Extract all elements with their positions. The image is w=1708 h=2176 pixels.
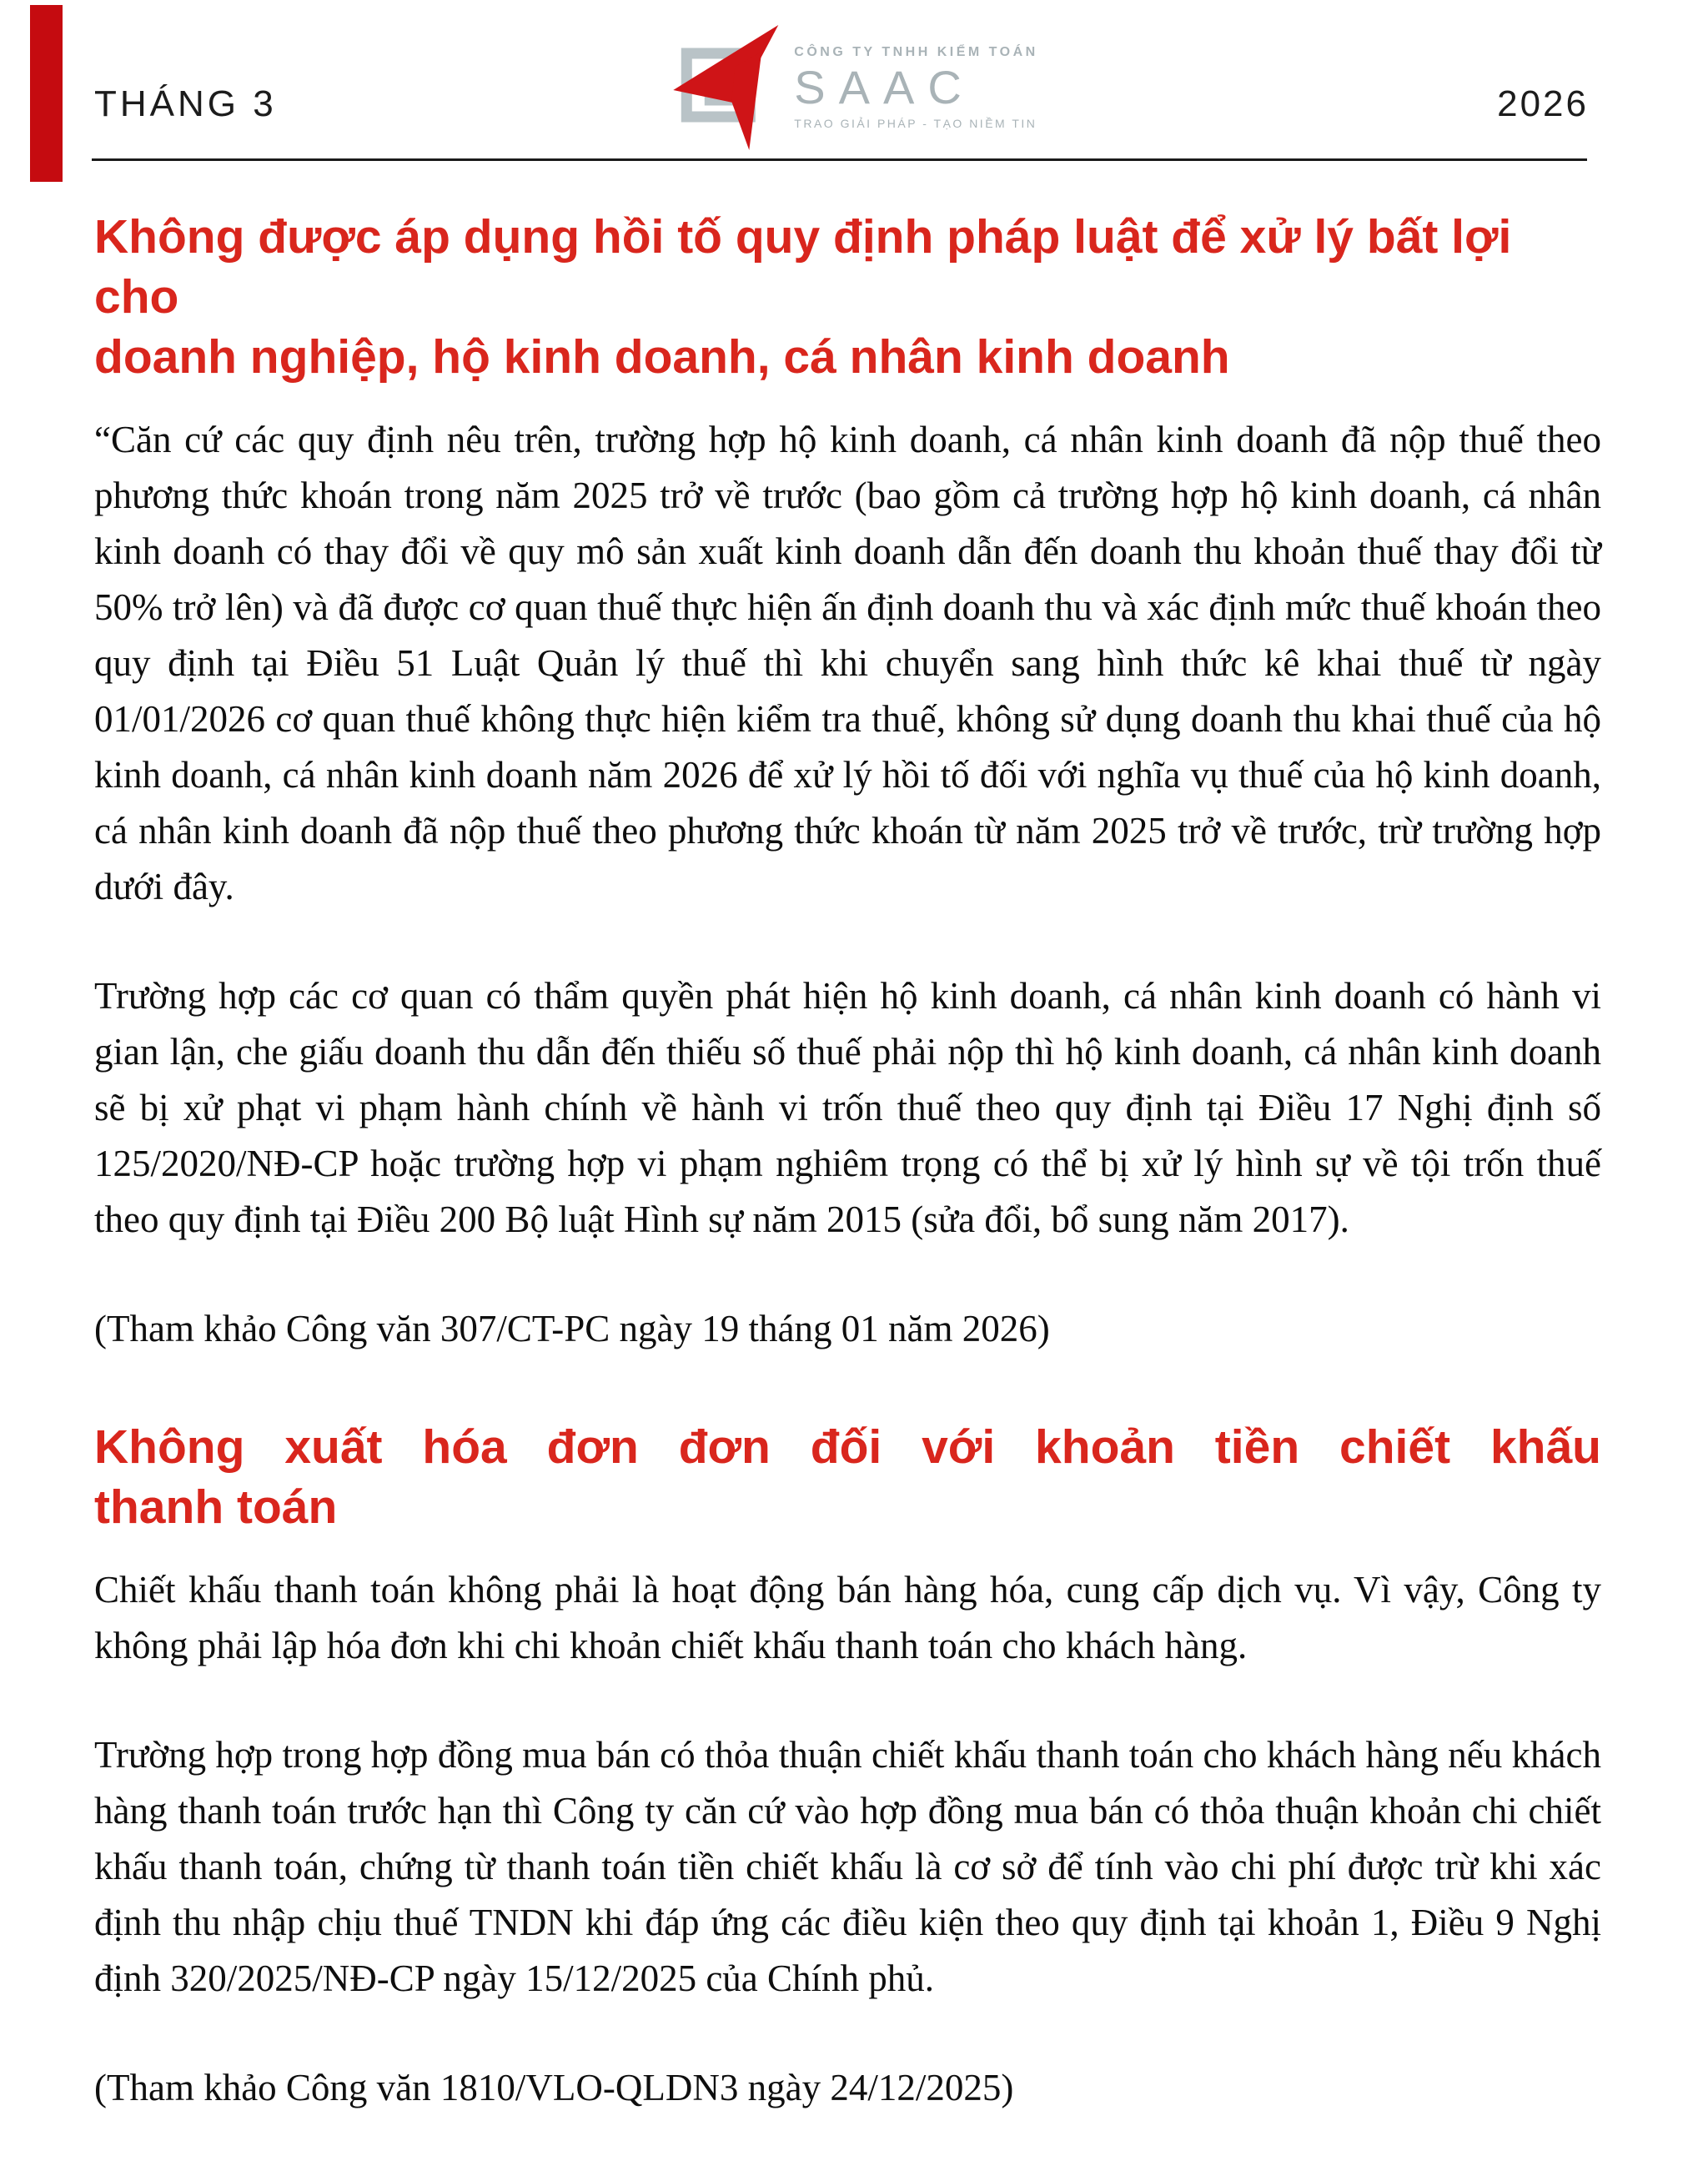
logo-tagline: TRAO GIẢI PHÁP - TẠO NIỀM TIN [794,116,1037,130]
body-paragraph: “Căn cứ các quy định nêu trên, trường hợp hộ kinh doanh, cá nhân kinh doanh đã nộp thuế theo phương thức khoán trong năm 2025 trở về trước (bao gồm cả trường hợp hộ kinh doanh, cá nhân kinh doanh có thay đổi về quy mô sản xuất kinh doanh dẫn đến doanh thu khoản thuế thay đổi từ 50% trở lên) và đã được cơ quan thuế thực hiện ấn định doanh thu và xác định mức thuế khoán theo quy định tại Điều 51 Luật Quản lý thuế thì khi chuyển sang hình thức kê khai thuế từ ngày 01/01/2026 cơ quan thuế không thực hiện kiểm tra thuế, không sử dụng doanh thu khai thuế của hộ kinh doanh, cá nhân kinh doanh năm 2026 để xử lý hồi tố đối với nghĩa vụ thuế của hộ kinh doanh, cá nhân kinh doanh đã nộp thuế theo phương thức khoán từ năm 2025 trở về trước, trừ trường hợp dưới đây. [94,419,1601,907]
saac-logo-icon [670,18,782,156]
section-heading-line: Không được áp dụng hồi tố quy định pháp luật để xử lý bất lợi cho [94,210,1512,324]
section-retroactive-tax [94,207,1601,1357]
page-content [94,207,1601,2176]
logo-company-line: CÔNG TY TNHH KIỂM TOÁN [794,44,1038,59]
section-heading-line: thanh toán [94,1480,338,1534]
logo-brand-name: SAAC [794,60,975,113]
logo-text-block [794,46,1037,129]
reference-note: (Tham khảo Công văn 307/CT-PC ngày 19 tháng 01 năm 2026) [94,1308,1050,1349]
company-logo [670,18,1037,156]
header-divider [92,158,1587,161]
body-paragraph: Trường hợp các cơ quan có thẩm quyền phát hiện hộ kinh doanh, cá nhân kinh doanh có hành vi gian lận, che giấu doanh thu dẫn đến thiếu số thuế phải nộp thì hộ kinh doanh, cá nhân kinh doanh sẽ bị xử phạt vi phạm hành chính về hành vi trốn thuế theo quy định tại Điều 17 Nghị định số 125/2020/NĐ-CP hoặc trường hợp vi phạm nghiêm trọng có thể bị xử lý hình sự về tội trốn thuế theo quy định tại Điều 200 Bộ luật Hình sự năm 2015 (sửa đổi, bổ sung năm 2017). [94,975,1601,1240]
accent-bar [30,5,63,182]
body-paragraph: Trường hợp trong hợp đồng mua bán có thỏa thuận chiết khấu thanh toán cho khách hàng nếu khách hàng thanh toán trước hạn thì Công ty căn cứ vào hợp đồng mua bán có thỏa thuận khoản chi chiết khấu thanh toán, chứng từ thanh toán tiền chiết khấu là cơ sở để tính vào chi phí được trừ khi xác định thu nhập chịu thuế TNDN khi đáp ứng các điều kiện theo quy định tại khoản 1, Điều 9 Nghị định 320/2025/NĐ-CP ngày 15/12/2025 của Chính phủ. [94,1734,1601,1999]
body-paragraph: Chiết khấu thanh toán không phải là hoạt động bán hàng hóa, cung cấp dịch vụ. Vì vậy, Công ty không phải lập hóa đơn khi chi khoản chiết khấu thanh toán cho khách hàng. [94,1569,1601,1666]
section-heading [94,207,1601,387]
section-heading [94,1417,1601,1537]
section-heading-line: Không xuất hóa đơn đơn đối với khoản tiền chiết khấu [94,1420,1601,1474]
issue-year-label: 2026 [1497,83,1589,124]
issue-month-label: THÁNG 3 [94,83,277,124]
section-payment-discount-invoice [94,1417,1601,2116]
section-heading-line: doanh nghiệp, hộ kinh doanh, cá nhân kinh doanh [94,330,1230,384]
reference-note: (Tham khảo Công văn 1810/VLO-QLDN3 ngày 24/12/2025) [94,2067,1014,2108]
